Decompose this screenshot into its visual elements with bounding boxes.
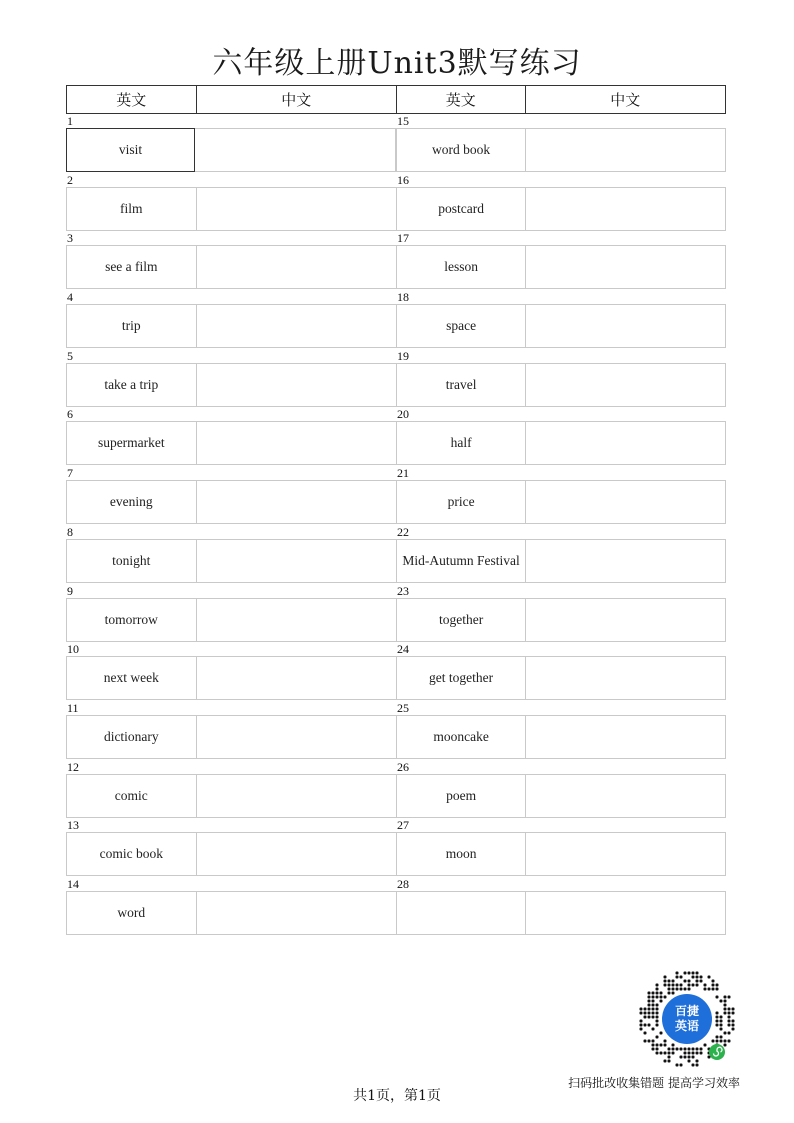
answer-row-box bbox=[396, 539, 726, 583]
table-row bbox=[66, 466, 396, 525]
chinese-answer-blank[interactable] bbox=[525, 657, 725, 699]
answer-row-box bbox=[396, 245, 726, 289]
answer-row-box bbox=[66, 187, 396, 231]
chinese-answer-blank[interactable] bbox=[196, 188, 396, 230]
english-word: mooncake bbox=[433, 728, 489, 744]
table-row bbox=[396, 642, 726, 701]
table-row bbox=[396, 584, 726, 643]
qr-logo-line1: 百捷 bbox=[674, 1004, 700, 1018]
item-number: 17 bbox=[397, 231, 409, 246]
page-title: 六年级上册Unit3默写练习 bbox=[212, 46, 582, 81]
english-word: lesson bbox=[444, 259, 478, 275]
table-row bbox=[396, 114, 726, 173]
english-word: take a trip bbox=[104, 376, 159, 392]
mini-program-icon bbox=[709, 1044, 725, 1060]
table-row bbox=[66, 349, 396, 408]
english-word: supermarket bbox=[97, 435, 165, 451]
answer-row-box bbox=[66, 715, 396, 759]
chinese-answer-blank[interactable] bbox=[525, 599, 725, 641]
table-row bbox=[396, 818, 726, 877]
item-number: 19 bbox=[397, 348, 409, 363]
answer-row-box bbox=[396, 832, 726, 876]
item-number: 3 bbox=[67, 231, 73, 246]
item-number: 24 bbox=[397, 642, 409, 657]
item-number: 14 bbox=[67, 876, 79, 891]
item-number: 15 bbox=[397, 114, 409, 128]
item-number: 18 bbox=[397, 290, 409, 305]
qr-logo-line2: 英语 bbox=[674, 1019, 700, 1033]
chinese-answer-blank[interactable] bbox=[525, 188, 725, 230]
english-word: space bbox=[446, 318, 477, 334]
answer-row-box bbox=[66, 421, 396, 465]
item-number: 12 bbox=[67, 759, 79, 774]
chinese-answer-blank[interactable] bbox=[196, 422, 396, 464]
chinese-answer-blank[interactable] bbox=[196, 775, 396, 817]
item-number: 10 bbox=[67, 642, 79, 657]
answer-row-box bbox=[396, 421, 726, 465]
item-number: 11 bbox=[67, 700, 79, 715]
english-word: comic bbox=[114, 787, 148, 803]
table-row bbox=[66, 290, 396, 349]
answer-row-box bbox=[66, 774, 396, 818]
table-row bbox=[66, 525, 396, 584]
chinese-answer-blank[interactable] bbox=[525, 775, 725, 817]
table-row bbox=[66, 231, 396, 290]
chinese-answer-blank[interactable] bbox=[196, 364, 396, 406]
chinese-answer-blank[interactable] bbox=[196, 716, 396, 758]
chinese-answer-blank[interactable] bbox=[196, 246, 396, 288]
english-word: moon bbox=[445, 846, 477, 862]
chinese-answer-blank[interactable] bbox=[196, 833, 396, 875]
table-row bbox=[396, 407, 726, 466]
chinese-answer-blank[interactable] bbox=[196, 305, 396, 347]
table-header bbox=[66, 85, 726, 114]
chinese-answer-blank[interactable] bbox=[525, 422, 725, 464]
table-row bbox=[396, 173, 726, 232]
answer-row-box bbox=[396, 480, 726, 524]
item-number: 2 bbox=[67, 172, 73, 187]
item-number: 28 bbox=[397, 876, 409, 891]
english-word: visit bbox=[66, 128, 195, 172]
item-number: 13 bbox=[67, 818, 79, 833]
answer-row-box bbox=[66, 539, 396, 583]
table-row bbox=[396, 349, 726, 408]
english-word: poem bbox=[446, 787, 477, 803]
item-number: 21 bbox=[397, 466, 409, 481]
header-chinese-1: 中文 bbox=[196, 86, 396, 113]
answer-row-box bbox=[396, 363, 726, 407]
english-word: Mid-Autumn Festival bbox=[402, 552, 520, 568]
item-number: 4 bbox=[67, 290, 73, 305]
table-row bbox=[396, 290, 726, 349]
table-row bbox=[66, 877, 396, 936]
answer-row-box bbox=[396, 304, 726, 348]
english-word: trip bbox=[121, 318, 141, 334]
table-row bbox=[66, 173, 396, 232]
item-number: 25 bbox=[397, 700, 409, 715]
chinese-answer-blank[interactable] bbox=[196, 481, 396, 523]
chinese-answer-blank[interactable] bbox=[196, 892, 396, 934]
chinese-answer-blank[interactable] bbox=[196, 657, 396, 699]
answer-row-box bbox=[396, 774, 726, 818]
item-number: 27 bbox=[397, 818, 409, 833]
answer-row-box bbox=[396, 187, 726, 231]
english-word: travel bbox=[445, 376, 477, 392]
chinese-answer-blank[interactable] bbox=[525, 481, 725, 523]
answer-row-box bbox=[396, 598, 726, 642]
answer-row-box bbox=[66, 128, 396, 172]
table-row bbox=[66, 760, 396, 819]
english-word: half bbox=[450, 435, 472, 451]
table-row bbox=[66, 407, 396, 466]
chinese-answer-blank[interactable] bbox=[525, 716, 725, 758]
answer-row-box bbox=[66, 598, 396, 642]
english-word: word book bbox=[432, 142, 491, 157]
answer-row-box bbox=[66, 832, 396, 876]
table-row bbox=[396, 701, 726, 760]
item-number: 8 bbox=[67, 524, 73, 539]
right-column bbox=[396, 114, 726, 936]
left-column bbox=[66, 114, 396, 936]
header-chinese-2: 中文 bbox=[525, 86, 725, 113]
answer-row-box bbox=[66, 656, 396, 700]
chinese-answer-blank[interactable] bbox=[525, 892, 725, 934]
english-word: dictionary bbox=[103, 728, 159, 744]
chinese-answer-blank[interactable] bbox=[525, 540, 725, 582]
item-number: 26 bbox=[397, 759, 409, 774]
answer-row-box bbox=[396, 715, 726, 759]
chinese-answer-blank[interactable] bbox=[525, 305, 725, 347]
chinese-answer-blank[interactable] bbox=[196, 540, 396, 582]
table-row bbox=[396, 760, 726, 819]
table-row bbox=[396, 525, 726, 584]
header-english-2: 英文 bbox=[396, 86, 525, 113]
english-word: postcard bbox=[438, 200, 484, 216]
answer-row-box bbox=[66, 891, 396, 935]
english-word bbox=[397, 892, 525, 934]
table-row bbox=[66, 642, 396, 701]
english-word: together bbox=[438, 611, 484, 627]
answer-row-box bbox=[396, 128, 726, 172]
english-word: tomorrow bbox=[104, 611, 158, 627]
page-footer: 共1页，第1页 bbox=[353, 1088, 441, 1104]
table-row bbox=[396, 231, 726, 290]
item-number: 16 bbox=[397, 172, 409, 187]
item-number: 9 bbox=[67, 583, 73, 598]
item-number: 6 bbox=[67, 407, 73, 422]
table-row bbox=[66, 818, 396, 877]
chinese-answer-blank[interactable] bbox=[525, 246, 725, 288]
table-row bbox=[396, 466, 726, 525]
item-number: 5 bbox=[67, 348, 73, 363]
answer-row-box bbox=[66, 480, 396, 524]
english-word: price bbox=[447, 494, 475, 510]
item-number: 23 bbox=[397, 583, 409, 598]
chinese-answer-blank[interactable] bbox=[525, 364, 725, 406]
table-row bbox=[396, 877, 726, 936]
item-number: 1 bbox=[67, 114, 73, 128]
answer-row-box bbox=[66, 363, 396, 407]
english-word: tonight bbox=[112, 552, 151, 568]
english-word: comic book bbox=[99, 846, 163, 862]
answer-row-box bbox=[66, 245, 396, 289]
answer-row-box bbox=[396, 656, 726, 700]
english-word: next week bbox=[103, 670, 159, 686]
table-row bbox=[66, 701, 396, 760]
header-english-1: 英文 bbox=[116, 91, 147, 109]
table-row bbox=[66, 114, 396, 173]
english-word: word bbox=[117, 904, 146, 920]
qr-code bbox=[638, 970, 736, 1068]
chinese-answer-blank[interactable] bbox=[196, 599, 396, 641]
chinese-answer-blank[interactable] bbox=[195, 128, 396, 172]
answer-row-box bbox=[66, 304, 396, 348]
english-word: see a film bbox=[105, 259, 158, 275]
item-number: 22 bbox=[397, 524, 409, 539]
chinese-answer-blank[interactable] bbox=[525, 833, 725, 875]
english-word: get together bbox=[429, 670, 494, 686]
answer-row-box bbox=[396, 891, 726, 935]
qr-caption: 扫码批改收集错题 提高学习效率 bbox=[568, 1076, 740, 1090]
table-row bbox=[66, 584, 396, 643]
english-word: evening bbox=[109, 494, 153, 510]
english-word: film bbox=[120, 200, 143, 216]
chinese-answer-blank[interactable] bbox=[525, 129, 725, 171]
item-number: 7 bbox=[67, 466, 73, 481]
item-number: 20 bbox=[397, 407, 409, 422]
